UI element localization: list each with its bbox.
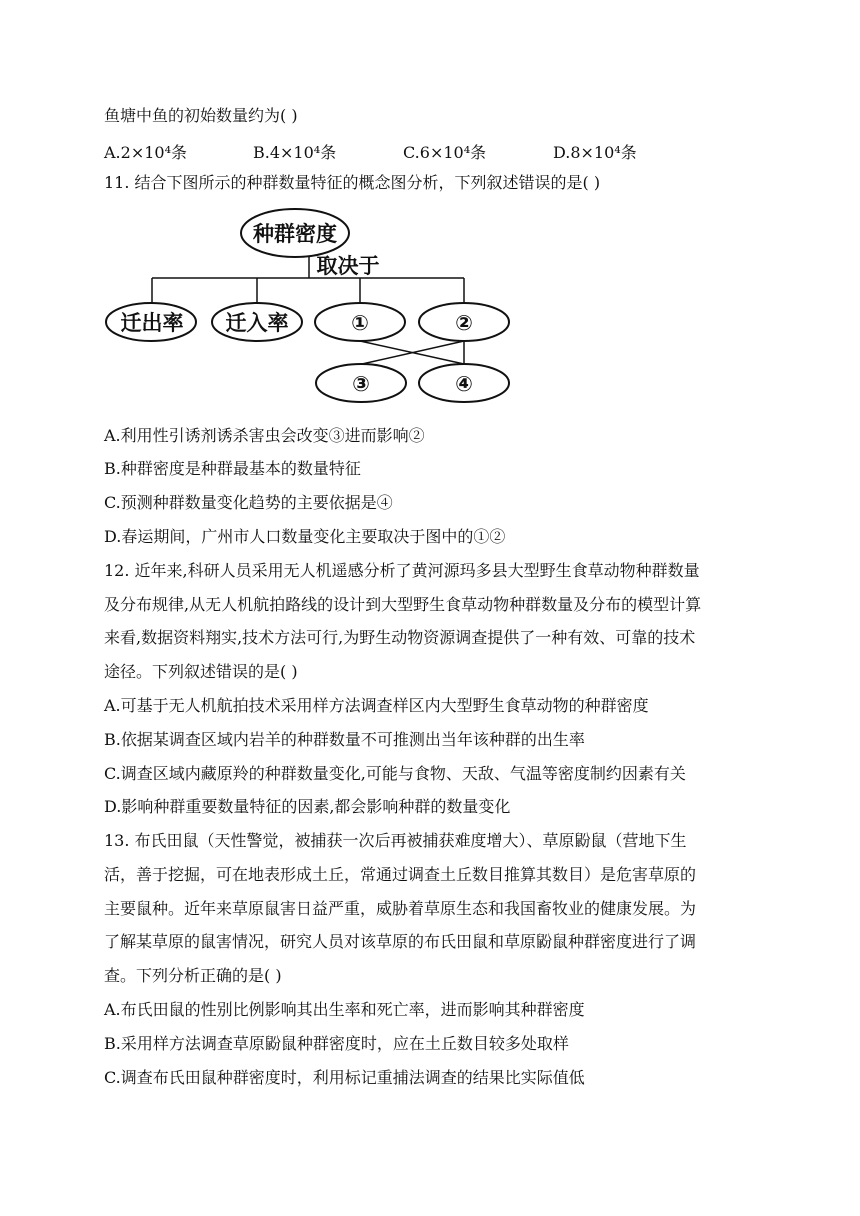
q11-option-d: D.春运期间，广州市人口数量变化主要取决于图中的①②	[104, 527, 506, 546]
q11-option-a: A.利用性引诱剂诱杀害虫会改变③进而影响②	[104, 426, 425, 445]
q12-stem-line-4: 途径。下列叙述错误的是( )	[104, 662, 298, 681]
q11-stem: 11. 结合下图所示的种群数量特征的概念图分析，下列叙述错误的是( )	[104, 173, 601, 192]
q12-option-c: C.调查区域内藏原羚的种群数量变化,可能与食物、天敌、气温等密度制约因素有关	[104, 764, 686, 783]
concept-diagram	[100, 200, 520, 410]
q13-stem-line-1: 13. 布氏田鼠（天性警觉，被捕获一次后再被捕获难度增大）、草原鼢鼠（营地下生	[104, 831, 687, 850]
q12-stem-line-2: 及分布规律,从无人机航拍路线的设计到大型野生食草动物种群数量及分布的模型计算	[104, 595, 702, 614]
label-4: ④	[455, 372, 473, 396]
q11-option-b: B.种群密度是种群最基本的数量特征	[104, 459, 361, 478]
label-emigration-rate: 迁出率	[120, 311, 184, 335]
q10-options	[104, 140, 804, 160]
q10-stem: 鱼塘中鱼的初始数量约为( )	[104, 106, 298, 125]
label-1: ①	[351, 311, 369, 335]
label-2: ②	[455, 311, 473, 335]
label-population-density: 种群密度	[253, 222, 337, 246]
q12-option-b: B.依据某调查区域内岩羊的种群数量不可推测出当年该种群的出生率	[104, 730, 585, 749]
q13-option-b: B.采用样方法调查草原鼢鼠种群密度时，应在土丘数目较多处取样	[104, 1034, 569, 1053]
label-3: ③	[352, 372, 370, 396]
label-immigration-rate: 迁入率	[225, 311, 289, 335]
q13-stem-line-5: 查。下列分析正确的是( )	[104, 966, 282, 985]
q13-option-a: A.布氏田鼠的性别比例影响其出生率和死亡率，进而影响其种群密度	[104, 1000, 585, 1019]
option-c: C.6×10⁴条	[403, 143, 487, 162]
q12-stem-line-3: 来看,数据资料翔实,技术方法可行,为野生动物资源调查提供了一种有效、可靠的技术	[104, 628, 696, 647]
option-d: D.8×10⁴条	[553, 143, 637, 162]
q12-option-d: D.影响种群重要数量特征的因素,都会影响种群的数量变化	[104, 797, 511, 816]
q13-option-c: C.调查布氏田鼠种群密度时，利用标记重捕法调查的结果比实际值低	[104, 1068, 585, 1087]
q13-stem-line-4: 了解某草原的鼠害情况，研究人员对该草原的布氏田鼠和草原鼢鼠种群密度进行了调	[104, 932, 697, 951]
q12-option-a: A.可基于无人机航拍技术采用样方法调查样区内大型野生食草动物的种群密度	[104, 696, 649, 715]
label-depends-on: 取决于	[316, 254, 380, 278]
q13-stem-line-3: 主要鼠种。近年来草原鼠害日益严重，威胁着草原生态和我国畜牧业的健康发展。为	[104, 899, 697, 918]
q12-stem-line-1: 12. 近年来,科研人员采用无人机遥感分析了黄河源玛多县大型野生食草动物种群数量	[104, 561, 700, 580]
option-a: A.2×10⁴条	[104, 143, 188, 162]
option-b: B.4×10⁴条	[253, 143, 337, 162]
q11-option-c: C.预测种群数量变化趋势的主要依据是④	[104, 493, 393, 512]
q13-stem-line-2: 活，善于挖掘，可在地表形成土丘，常通过调查土丘数目推算其数目）是危害草原的	[104, 865, 697, 884]
